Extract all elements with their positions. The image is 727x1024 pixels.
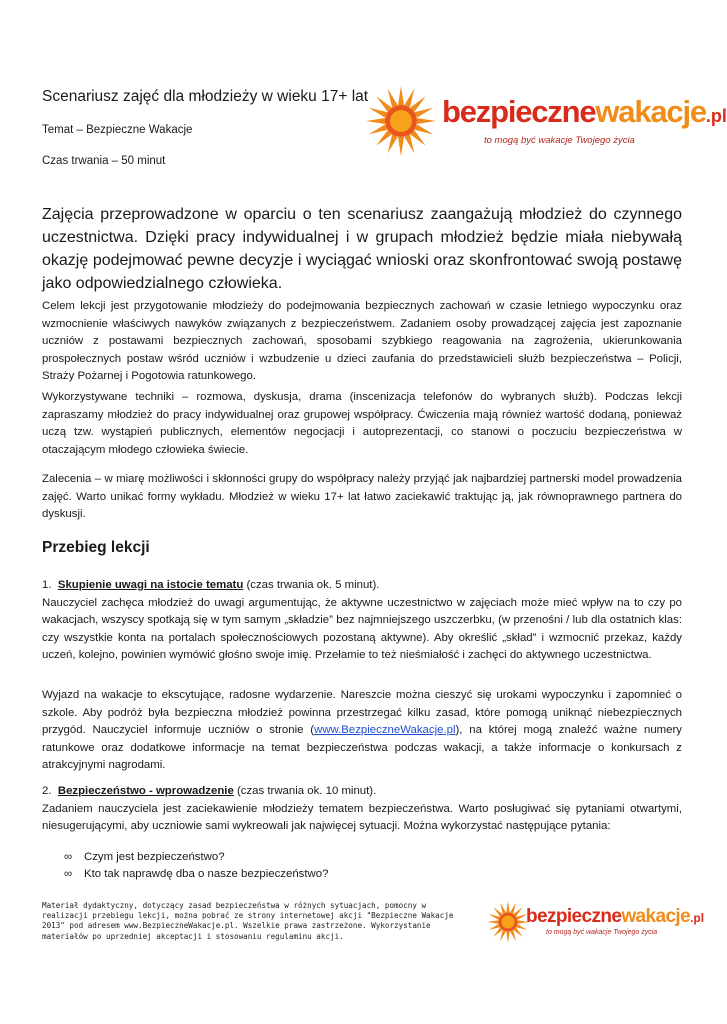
step-1-paragraph-2: Wyjazd na wakacje to ekscytujące, radosne wydarzenie. Nareszcie można cieszyć się urokami wypoczynku i zapomnieć o szkole. Aby podróż była bezpieczna młodzież powinna przestrzegać kilku zasad, które pomogą uniknąć niebezpiecznych przygód. Nauczyciel informuje uczniów o stronie (www.BezpieczneWakacje.pl), na której mogą znaleźć ważne numery ratunkowe oraz dodatkowe informacje na temat bezpieczeństwa podczas wakacji, a także informacje o konkursach z atrakcyjnymi nagrodami. (42, 689, 682, 771)
footer-note: Materiał dydaktyczny, dotyczący zasad bezpieczeństwa w różnych sytuacjach, pomocny w realizacji przebiegu lekcji, można pobrać ze strony internetowej akcji "Bezpieczne Wakacje 2013" pod adresem www.BezpieczneWakacje.pl. Wszelkie prawa zastrzeżone. Wykorzystanie materiałów po uprzedniej akceptacji i stosowaniu regulaminu akcji. (42, 901, 454, 941)
footer-logo-wordmark: bezpiecznewakacje.pl (526, 906, 705, 927)
logo-tagline: to mogą być wakacje Twojego życia (484, 135, 635, 146)
topic-line: Temat – Bezpieczne Wakacje (42, 124, 193, 136)
step-1: 1. Skupienie uwagi na istocie tematu (czas trwania ok. 5 minut). Nauczyciel zachęca młodzież do uwagi argumentując, że aktywne uczestnictwo w zajęciach może mieć wpływ na to czy po wakacjach, wszyscy spotkają się w tym samym „składzie” bez najmniejszego uszczerbku, (w przenośni / lub dla ostatnich klas: czy wszystkie konta na portalach społecznościowych pozostaną aktywne). Aby określić „skład” i wzmocnić przekaz, każdy uczeń, kolejno, powinien wymówić głośno swoje imię. Przełamie to też nieśmiałość i zachęci do aktywnego uczestnictwa. (42, 579, 682, 661)
intro-paragraph: Zajęcia przeprowadzone w oparciu o ten scenariusz zaangażują młodzież do czynnego uczestnictwa. Dzięki pracy indywidualnej i w grupach młodzież będzie miała niebywałą okazję podejmować pewne decyzje i wyciągać wnioski oraz skonfrontować swoją postawę jako odpowiedzialnego człowieka. (42, 206, 682, 292)
paragraph-recommendations: Zalecenia – w miarę możliwości i skłonności grupy do współpracy należy przyjąć jak najbardziej partnerski model prowadzenia zajęć. Warto unikać formy wykładu. Młodzież w wieku 17+ lat łatwo zaciekawić traktując ją, jak równoprawnego partnera do dyskusji. (42, 473, 682, 520)
step-2-title: Bezpieczeństwo - wprowadzenie (57, 785, 234, 797)
step-1-body: Nauczyciel zachęca młodzież do uwagi argumentując, że aktywne uczestnictwo w zajęciach może mieć wpływ na to czy po wakacjach, wszyscy spotkają się w tym samym „składzie” bez najmniejszego uszczerbku, (w przenośni / lub dla ostatnich klas: czy wszystkie konta na portalach społecznościowych pozostaną aktywne). Aby określić „skład” i wzmocnić przekaz, każdy uczeń, kolejno, powinien wymówić głośno swoje imię. Przełamie to też nieśmiałość i zachęci do aktywnego uczestnictwa. (42, 596, 682, 661)
footer-logo-tagline: to mogą być wakacje Twojego życia (546, 929, 658, 936)
section-title: Przebieg lekcji (42, 539, 150, 556)
paragraph-techniques: Wykorzystywane techniki – rozmowa, dyskusja, drama (inscenizacja telefonów do wybranych służb). Podczas lekcji zapraszamy młodzież do pracy indywidualnej oraz grupowej współpracy. Ćwiczenia mają również wartość dodaną, ponieważ uczą tzw. wystąpień publicznych, elementów negocjacji i autoprezentacji, co stanowi o poczuciu bezpieczeństwa w otaczającym młodego człowieka świecie. (42, 391, 682, 456)
sun-icon (486, 900, 530, 944)
duration-line: Czas trwania – 50 minut (42, 155, 166, 167)
list-item: ∞ Czym jest bezpieczeństwo? (64, 849, 225, 867)
paragraph-goal: Celem lekcji jest przygotowanie młodzieży do podejmowania bezpiecznych zachowań w czasie letniego wypoczynku oraz wzmocnienie właściwych nawyków związanych z bezpieczeństwem. Zadaniem osoby prowadzącej zajęcia jest zapoznanie uczniów z postawami bezpiecznych zachowań, sposobami szybkiego reagowania na zagrożenia, ukierunkowania prospołecznych postaw wśród uczniów i wzbudzenie u dzieci zaufania do przedstawicieli służb bezpieczeństwa – Policji, Straży Pożarnej i Pogotowia ratunkowego. (42, 300, 682, 382)
logo-wordmark: bezpiecznewakacje.pl (442, 94, 727, 129)
infinity-bullet-icon: ∞ (64, 868, 73, 880)
infinity-bullet-icon: ∞ (64, 851, 73, 863)
step-1-title: Skupienie uwagi na istocie tematu (57, 579, 244, 591)
footer-brand-logo (486, 898, 705, 946)
list-item: ∞ Kto tak naprawdę dba o nasze bezpieczeństwo? (64, 866, 328, 884)
sun-icon (364, 84, 438, 158)
brand-logo (364, 84, 727, 158)
step-2-body: Zadaniem nauczyciela jest zaciekawienie młodzieży tematem bezpieczeństwa. Warto posługiwać się pytaniami otwartymi, niesugerującymi, aby uczniowie sami wykreowali jak najwięcej sytuacji. Można wykorzystać następujące pytania: (42, 802, 682, 832)
document-title: Scenariusz zajęć dla młodzieży w wieku 17+ lat (42, 88, 369, 105)
website-link[interactable]: www.BezpieczneWakacje.pl (314, 724, 456, 736)
step-2: 2. Bezpieczeństwo - wprowadzenie (czas trwania ok. 10 minut). Zadaniem nauczyciela jest zaciekawienie młodzieży tematem bezpieczeństwa. Warto posługiwać się pytaniami otwartymi, niesugerującymi, aby uczniowie sami wykreowali jak najwięcej sytuacji. Można wykorzystać następujące pytania: (42, 785, 682, 832)
